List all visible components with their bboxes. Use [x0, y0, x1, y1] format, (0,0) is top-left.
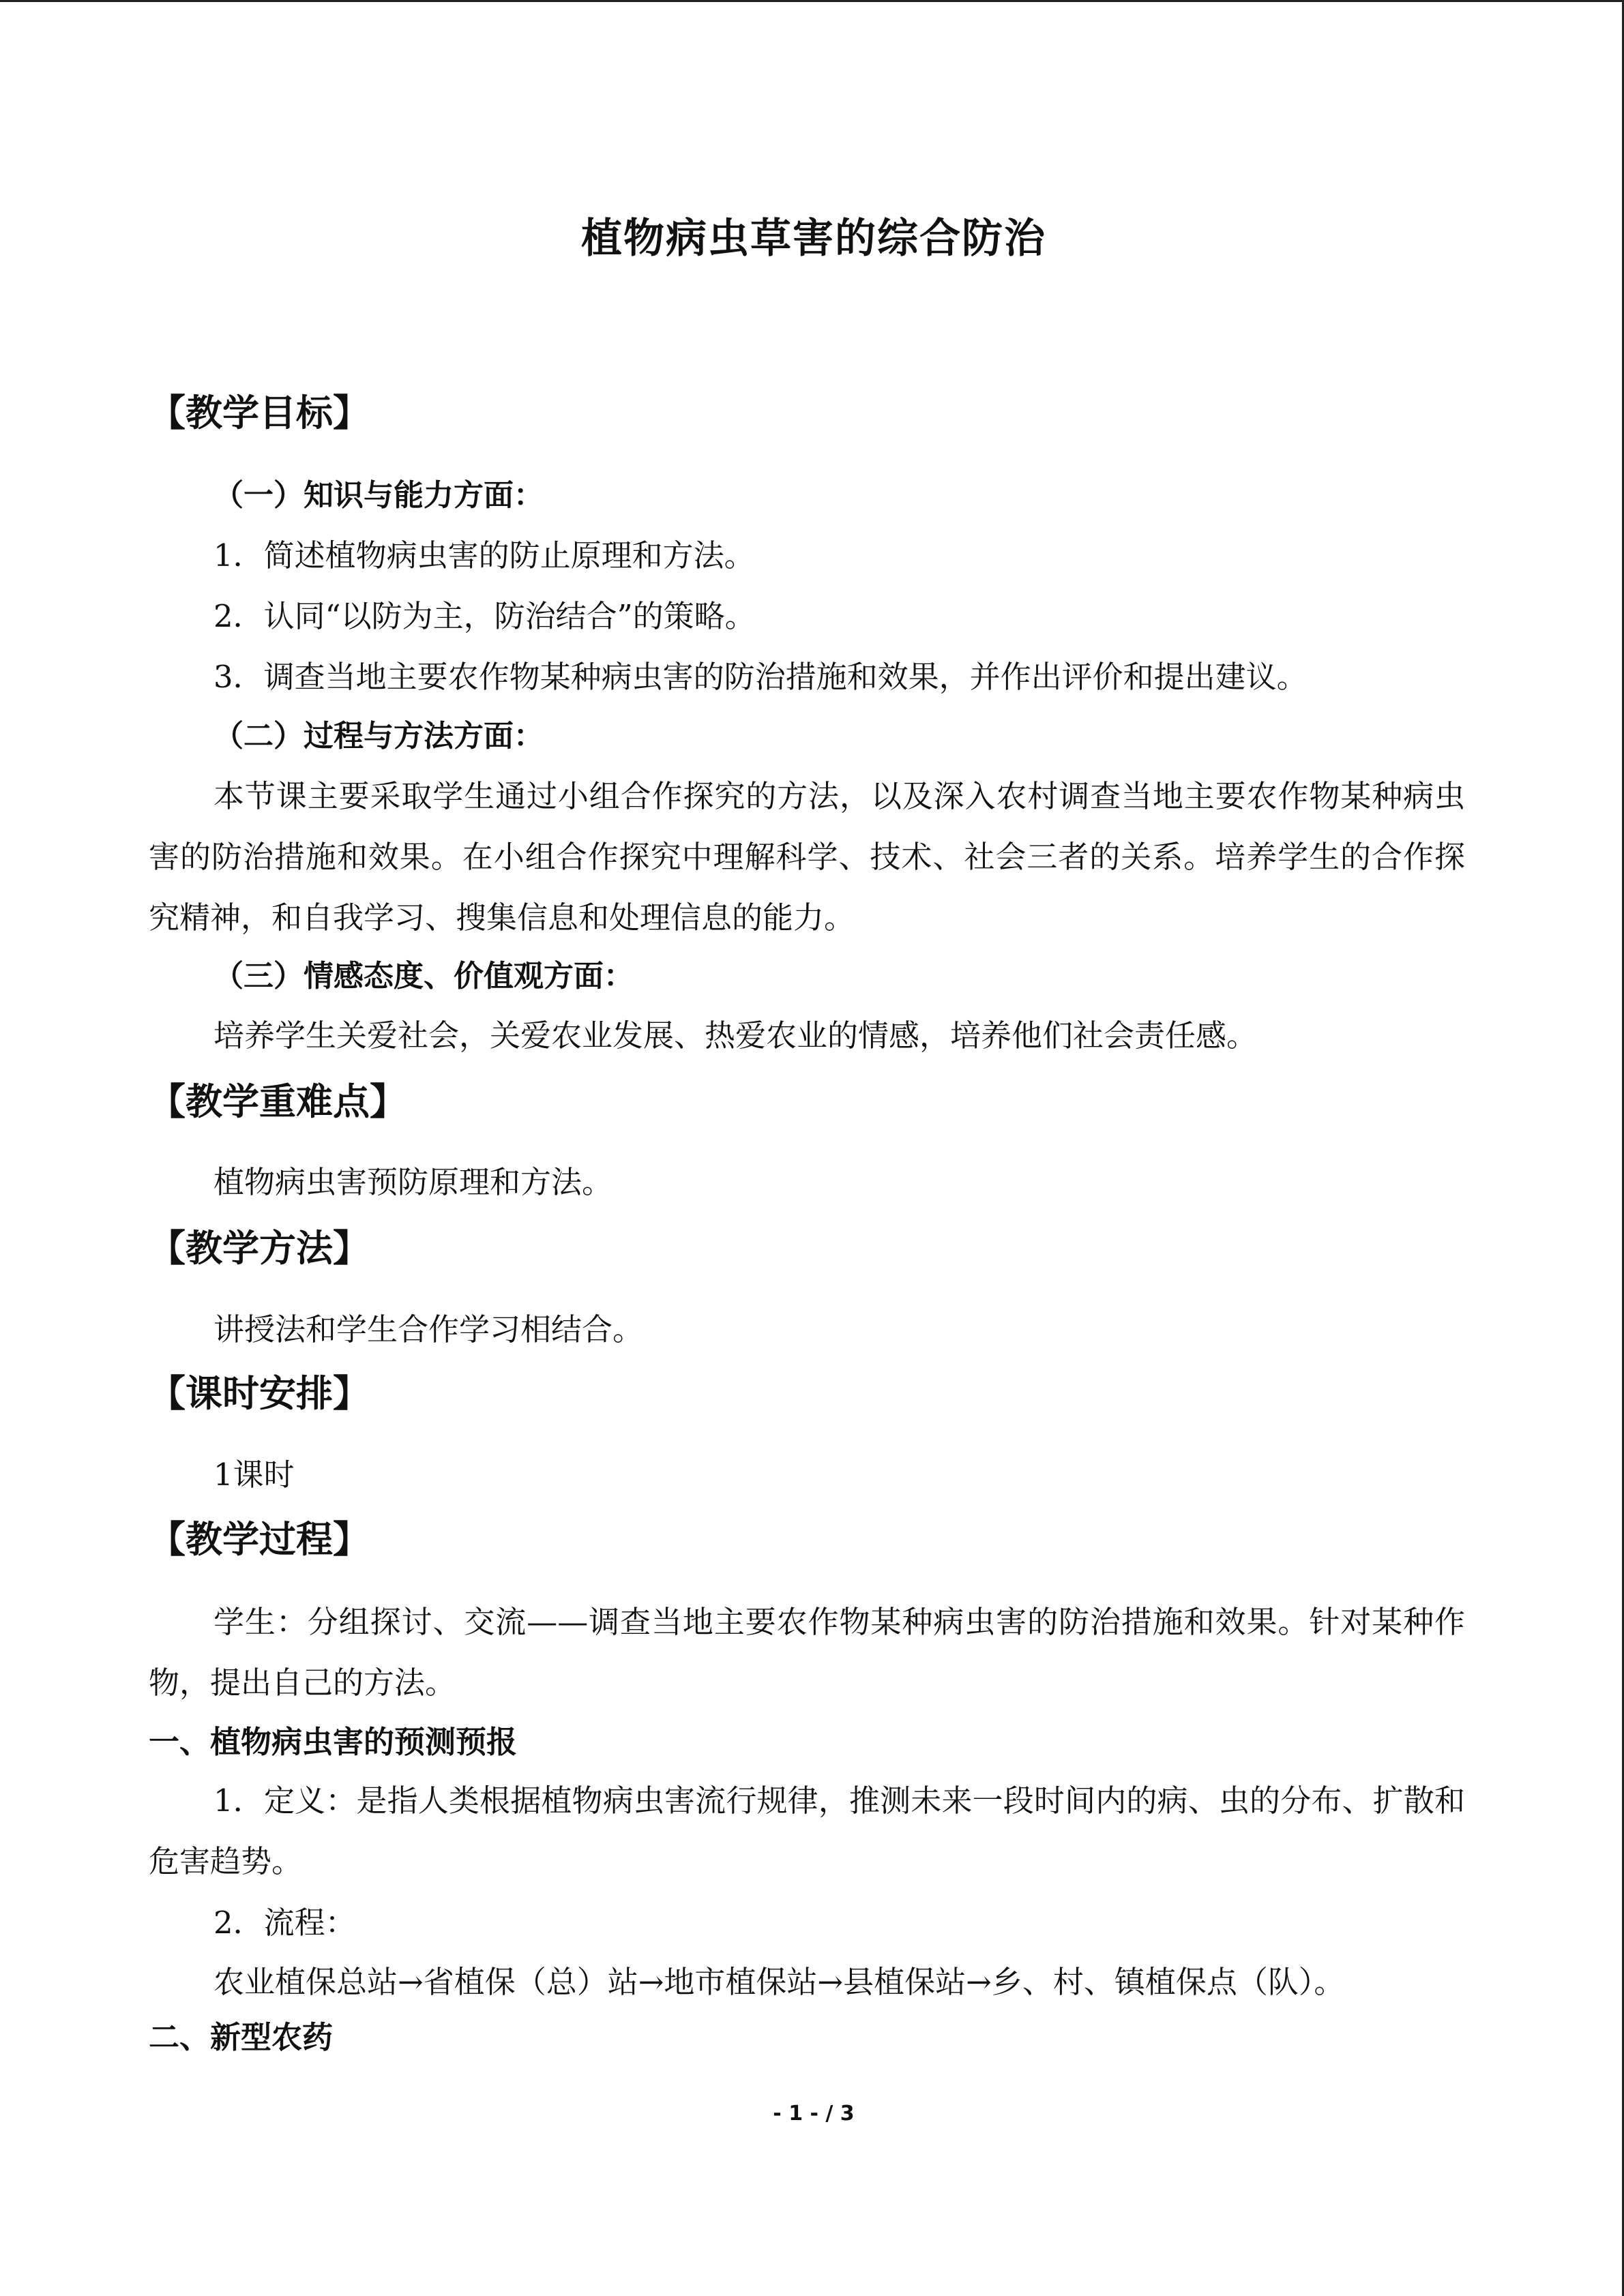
- process-paragraph: 本节课主要采取学生通过小组合作探究的方法，以及深入农村调查当地主要农作物某种病虫害的防治措施和效果。在小组合作探究中理解科学、技术、社会三者的关系。培养学生的合作探究精神，和自我学习、搜集信息和处理信息的能力。: [149, 778, 1465, 936]
- document-page: [149, 0, 1479, 2296]
- flow-text: 农业植保总站→省植保（总）站→地市植保站→县植保站→乡、村、镇植保点（队）。: [213, 1964, 1345, 2000]
- subheading-emotion: （三）情感态度、价值观方面：: [213, 959, 634, 994]
- flow-label: 2．流程：: [213, 1905, 356, 1941]
- heading-part1-forecast: 一、植物病虫害的预测预报: [149, 1724, 518, 1760]
- heading-part2-pesticides: 二、新型农药: [149, 2019, 334, 2055]
- heading-methods: 【教学方法】: [149, 1226, 370, 1270]
- heading-schedule: 【课时安排】: [149, 1371, 370, 1415]
- subheading-process: （二）过程与方法方面：: [213, 719, 544, 754]
- subheading-knowledge: （一）知识与能力方面：: [213, 478, 544, 513]
- heading-procedure: 【教学过程】: [149, 1517, 370, 1561]
- forecast-definition: 1．定义：是指人类根据植物病虫害流行规律，推测未来一段时间内的病、虫的分布、扩散和危害趋势。: [149, 1783, 1465, 1879]
- procedure-intro: 学生：分组探讨、交流——调查当地主要农作物某种病虫害的防治措施和效果。针对某种作物，提出自己的方法。: [149, 1604, 1465, 1701]
- emotion-paragraph: 培养学生关爱社会，关爱农业发展、热爱农业的情感，培养他们社会责任感。: [213, 1017, 1258, 1054]
- objective-item-2: 2．认同“以防为主，防治结合”的策略。: [213, 598, 756, 634]
- page-number: - 1 - / 3: [773, 2102, 855, 2126]
- document-title: 植物病虫草害的综合防治: [581, 215, 1046, 263]
- key-points-text: 植物病虫害预防原理和方法。: [213, 1164, 613, 1200]
- objective-item-1: 1．简述植物病虫害的防止原理和方法。: [213, 537, 755, 573]
- heading-key-points: 【教学重难点】: [149, 1079, 407, 1123]
- schedule-text: 1课时: [213, 1457, 295, 1493]
- methods-text: 讲授法和学生合作学习相结合。: [213, 1311, 644, 1347]
- heading-objectives: 【教学目标】: [149, 391, 370, 434]
- objective-item-3: 3．调查当地主要农作物某种病虫害的防治措施和效果，并作出评价和提出建议。: [213, 659, 1308, 695]
